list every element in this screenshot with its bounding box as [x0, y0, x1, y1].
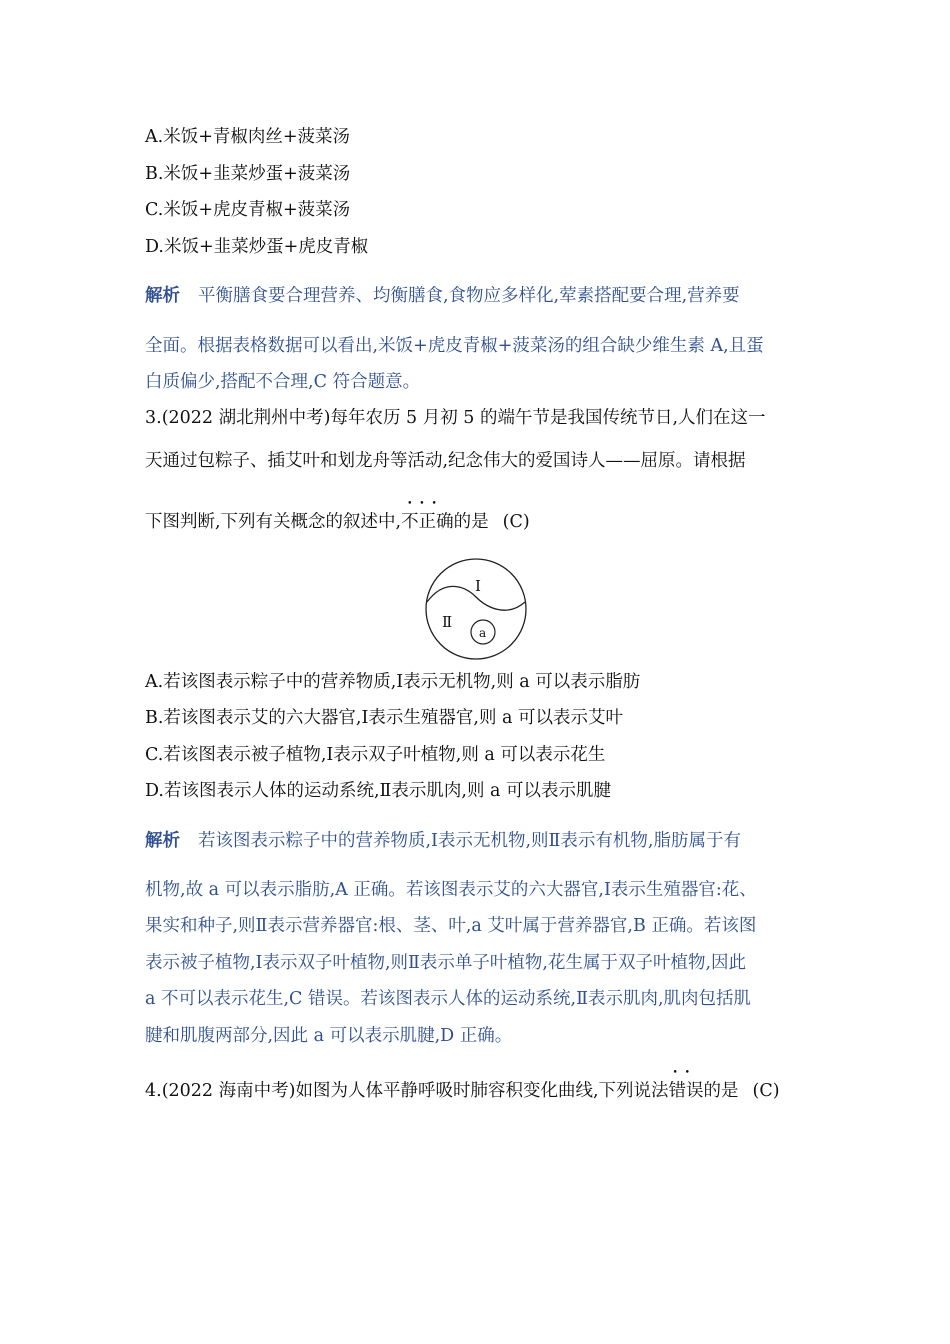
analysis-q3-line-1: 解析 若该图表示粽子中的营养物质,Ⅰ表示无机物,则Ⅱ表示有机物,脂肪属于有	[145, 831, 741, 851]
emphasis-wrong: • • 错误	[669, 1079, 704, 1103]
analysis-q2-line-1: 解析 平衡膳食要合理营养、均衡膳食,食物应多样化,荤素搭配要合理,营养要	[145, 286, 740, 306]
q3-stem-line-1: 3.(2022 湖北荆州中考)每年农历 5 月初 5 的端午节是我国传统节日,人们在这一	[145, 408, 766, 428]
q3-answer: (C)	[502, 512, 530, 532]
option-q2-c: C.米饭+虎皮青椒+菠菜汤	[145, 200, 351, 220]
option-q3-a: A.若该图表示粽子中的营养物质,Ⅰ表示无机物,则 a 可以表示脂肪	[145, 672, 641, 692]
q4-answer: (C)	[752, 1081, 780, 1101]
analysis-q3-line-2: 机物,故 a 可以表示脂肪,A 正确。若该图表示艾的六大器官,Ⅰ表示生殖器官:花、	[145, 880, 757, 900]
analysis-label: 解析	[145, 286, 180, 306]
option-q3-d: D.若该图表示人体的运动系统,Ⅱ表示肌肉,则 a 可以表示肌腱	[145, 781, 612, 801]
analysis-q3-line-5: a 不可以表示花生,C 错误。若该图表示人体的运动系统,Ⅱ表示肌肉,肌肉包括肌	[145, 989, 752, 1009]
diagram-label-a: a	[479, 626, 487, 640]
q3-stem-line-2: 天通过包粽子、插艾叶和划龙舟等活动,纪念伟大的爱国诗人——屈原。请根据	[145, 451, 746, 471]
emphasis-not-correct: • • • 不正确	[401, 510, 454, 534]
analysis-q2-line-3: 白质偏少,搭配不合理,C 符合题意。	[145, 372, 421, 392]
diagram-label-II: Ⅱ	[442, 613, 453, 631]
option-q3-c: C.若该图表示被子植物,Ⅰ表示双子叶植物,则 a 可以表示花生	[145, 745, 606, 765]
option-q3-b: B.若该图表示艾的六大器官,Ⅰ表示生殖器官,则 a 可以表示艾叶	[145, 708, 624, 728]
q4-stem: 4.(2022 海南中考)如图为人体平静呼吸时肺容积变化曲线,下列说法• • 错误的是 (C)	[145, 1079, 780, 1103]
analysis-q2-line-2: 全面。根据表格数据可以看出,米饭+虎皮青椒+菠菜汤的组合缺少维生素 A,且蛋	[145, 336, 764, 356]
option-q2-b: B.米饭+韭菜炒蛋+菠菜汤	[145, 164, 351, 184]
analysis-q3-line-4: 表示被子植物,Ⅰ表示双子叶植物,则Ⅱ表示单子叶植物,花生属于双子叶植物,因此	[145, 953, 747, 973]
option-q2-d: D.米饭+韭菜炒蛋+虎皮青椒	[145, 237, 369, 257]
diagram-label-I: Ⅰ	[475, 577, 481, 595]
analysis-q3-line-6: 腱和肌腹两部分,因此 a 可以表示肌腱,D 正确。	[145, 1026, 513, 1046]
concept-diagram	[424, 557, 528, 661]
q3-stem-line-3: 下图判断,下列有关概念的叙述中,• • • 不正确的是 (C)	[145, 510, 530, 534]
analysis-q3-line-3: 果实和种子,则Ⅱ表示营养器官:根、茎、叶,a 艾叶属于营养器官,B 正确。若该图	[145, 916, 757, 936]
option-q2-a: A.米饭+青椒肉丝+菠菜汤	[145, 127, 351, 147]
analysis-label-2: 解析	[145, 831, 180, 851]
